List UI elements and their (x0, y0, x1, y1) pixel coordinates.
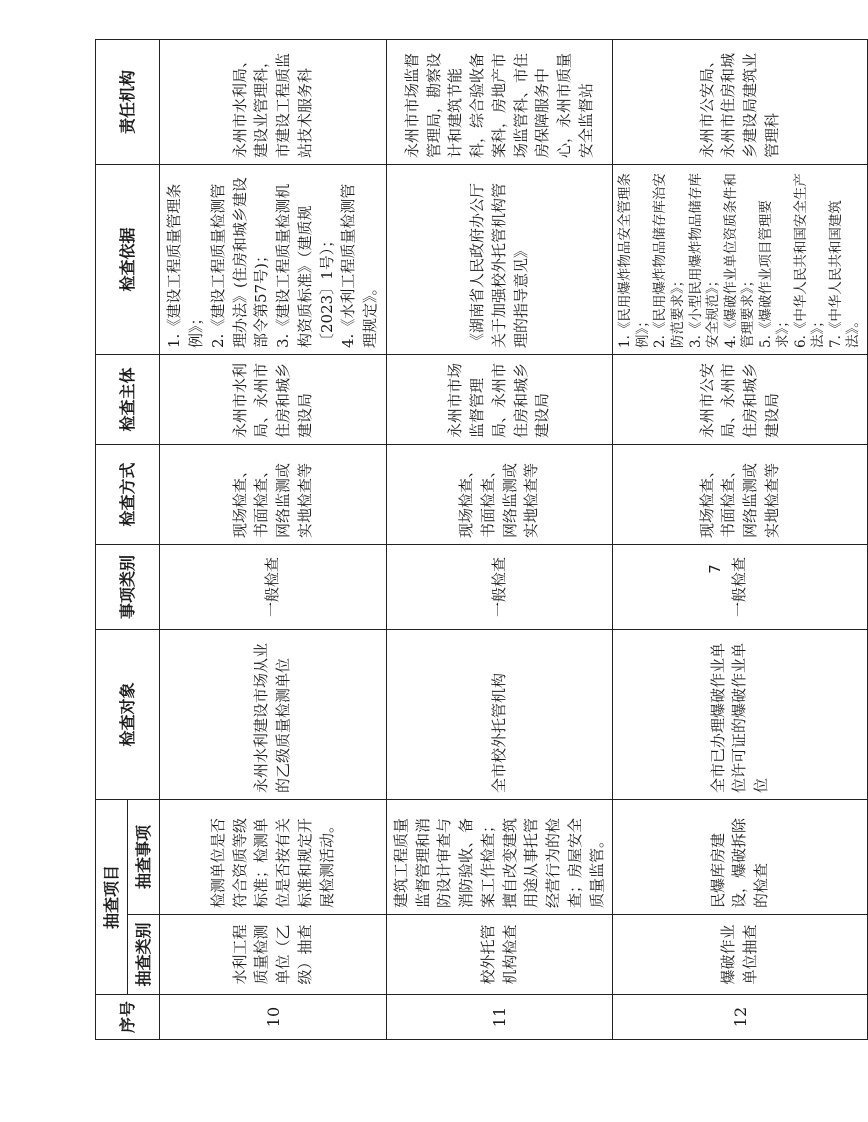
basis-line: 3.《建设工程质量检测机构资质标准》（建质规〔2023〕1号）； (274, 183, 336, 348)
basis-line: 6.《中华人民共和国安全生产法》； (792, 173, 827, 348)
header-type: 事项类别 (96, 544, 160, 629)
row-agency: 永州市市场监督管理局，勘察设计和建筑节能科，综合验收备案科，房地产市场监管科、市住房保障服务中心，永州市质量安全监督站 (386, 39, 613, 164)
inspection-table (95, 39, 868, 1040)
row-method: 现场检查、书面检查、网络监测或实地检查等 (613, 444, 868, 544)
header-agency: 责任机构 (96, 39, 160, 164)
basis-line: 3.《小型民用爆炸物品储存库安全规范》； (687, 173, 722, 348)
row-seq: 11 (386, 995, 613, 1040)
header-subject: 检查主体 (96, 354, 160, 444)
row-seq: 12 (613, 995, 868, 1040)
basis-line: 4.《水利工程质量检测管理规定》。 (339, 183, 380, 348)
table-row (160, 39, 387, 1039)
row-subject: 永州市公安局、永州市住房和城乡建设局 (613, 354, 868, 444)
row-item: 民爆库房建设，爆破拆除的检查 (613, 799, 868, 914)
row-item: 检测单位是否符合资质等级标准；检测单位是否按有关标准和规定开展检测活动。 (160, 799, 387, 914)
header-project: 抽查项目 (96, 799, 128, 994)
basis-line: 4.《爆破作业单位资质条件和管理要求》； (722, 173, 757, 348)
row-type: 一般检查 (613, 544, 868, 629)
table-row (386, 39, 613, 1039)
header-seq: 序号 (96, 995, 160, 1040)
row-category: 校外托管机构检查 (386, 915, 613, 995)
basis-line: 1.《民用爆炸物品安全管理条例》； (617, 173, 651, 348)
row-object: 永州水利建设市场从业的乙级质量检测单位 (160, 629, 387, 799)
table-row (613, 39, 868, 1039)
row-agency: 永州市公安局、永州市住房和城乡建设局建筑业管理科 (613, 39, 868, 164)
basis-line: 2.《民用爆炸物品储存库治安防范要求》； (652, 173, 687, 348)
row-object: 全市已办理爆破作业单位许可证的爆破作业单位 (613, 629, 868, 799)
row-category: 爆破作业单位抽查 (613, 915, 868, 995)
row-seq: 10 (160, 995, 387, 1040)
rotated-page (95, 40, 862, 1040)
row-object: 全市校外托管机构 (386, 629, 613, 799)
basis-line: 《湖南省人民政府办公厅关于加强校外托管机构管理的指导意见》 (468, 182, 530, 348)
row-type: 一般检查 (386, 544, 613, 629)
row-basis (386, 164, 613, 354)
row-subject: 永州市市场监督管理局、永州市住房和城乡建设局 (386, 354, 613, 444)
header-category: 抽查类别 (128, 915, 160, 995)
header-basis: 检查依据 (96, 164, 160, 354)
row-subject: 永州市水利局、永州市住房和城乡建设局 (160, 354, 387, 444)
basis-line: 5.《爆破作业项目管理要求》； (757, 200, 792, 348)
page-number: 7 (705, 564, 724, 574)
row-agency: 永州市水利局、建设业管理科，市建设工程质监站技术服务科 (160, 39, 387, 164)
row-category: 水利工程质量检测单位（乙级）抽查 (160, 915, 387, 995)
row-method: 现场检查、书面检查、网络监测或实地检查等 (160, 444, 387, 544)
header-object: 检查对象 (96, 629, 160, 799)
header-method: 检查方式 (96, 444, 160, 544)
basis-line: 2.《建设工程质量检测管理办法》(住房和城乡建设部令第57号)； (208, 177, 271, 348)
header-item: 抽查事项 (128, 799, 160, 914)
basis-line: 7.《中华人民共和国建筑法》。 (827, 200, 862, 348)
row-method: 现场检查、书面检查、网络监测或实地检查等 (386, 444, 613, 544)
row-basis (613, 164, 868, 354)
row-type: 一般检查 (160, 544, 387, 629)
row-item: 建筑工程质量监督管理和消防设计审查与消防验收、备案工作检查；擅自改变建筑用途从事托管经营行为的检查；房屋安全质量监管。 (386, 799, 613, 914)
basis-line: 1.《建设工程质量管理条例》； (165, 183, 206, 348)
row-basis (160, 164, 387, 354)
